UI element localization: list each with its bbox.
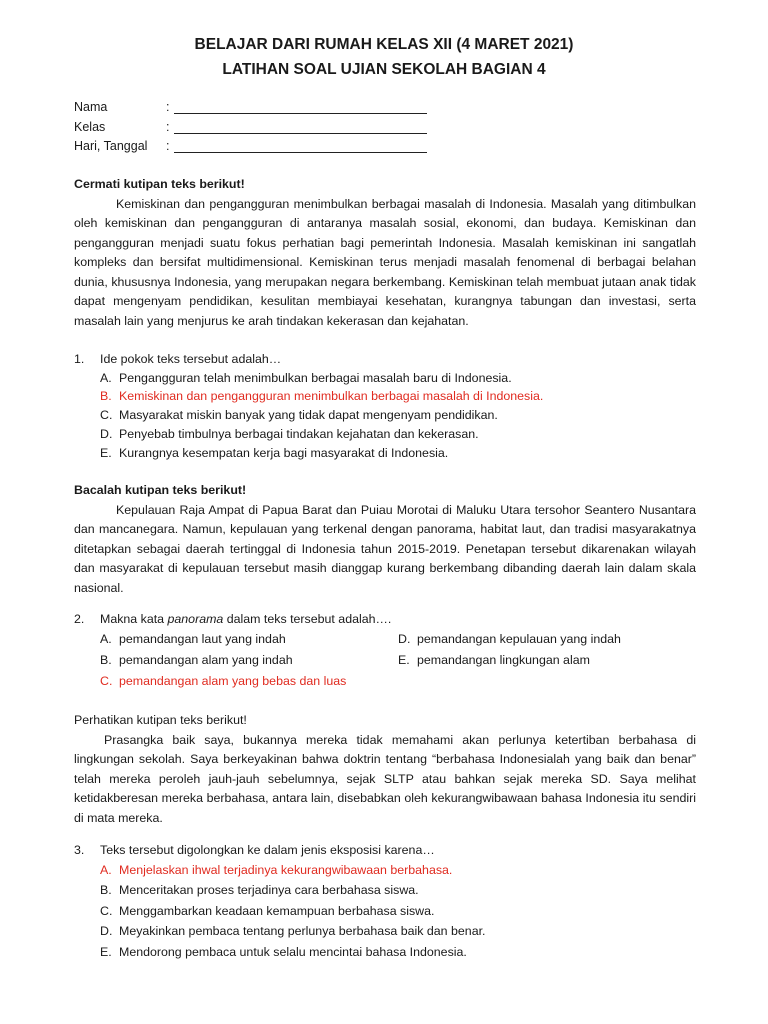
section-heading: Bacalah kutipan teks berikut! (74, 483, 247, 497)
section-heading: Cermati kutipan teks berikut! (74, 177, 245, 191)
reading-passage: Kepulauan Raja Ampat di Papua Barat dan Puiau Morotai di Maluku Utara tersohor Seantero Nusantara dan mancanegara. Namun, kepulauan yang terkenal dengan panorama, habitat laut, dan tradisi masyarakatnya ditetapkan sebagai daerah tertinggal di Indonesia tahun 2015-2019. Penetapan tersebut dikarenakan wilayah dan masyarakat di kepulauan tersebut masih dianggap kurang berkembang dibanding daerah lain dalam skala nasional. (74, 502, 696, 595)
question-text: Teks tersebut digolongkan ke dalam jenis eksposisi karena… (100, 843, 435, 857)
identity-colon: : (166, 139, 170, 153)
reading-section-1 (74, 175, 696, 331)
question-text: Ide pokok teks tersebut adalah… (100, 352, 282, 366)
class-blank-line (174, 133, 427, 134)
name-blank-line (174, 113, 427, 114)
section-heading: Perhatikan kutipan teks berikut! (74, 713, 247, 727)
reading-section-2 (74, 481, 696, 598)
reading-section-3 (74, 711, 696, 828)
reading-passage: Prasangka baik saya, bukannya mereka tidak memahami akan perlunya ketertiban berbahasa di lingkungan sekolah. Saya berkeyakinan bahwa doktrin tentang “berbahasa Indonesialah yang baik dan benar” telah mereka peroleh jauh-jauh sebelumnya, sejak SLTP atau bahkan sejak mereka SD. Saya melihat ketidakberesan mereka berbahasa, antara lain, disebabkan oleh kekurangwibawaan bahasa Indonesia itu sendiri di mata mereka. (74, 732, 696, 825)
question-number: 1. (74, 352, 85, 366)
date-blank-line (174, 152, 427, 153)
identity-colon: : (166, 120, 170, 134)
identity-label: Nama (74, 100, 108, 114)
question-text: Makna kata panorama dalam teks tersebut adalah…. (100, 612, 392, 626)
identity-colon: : (166, 100, 170, 114)
document-page: BELAJAR DARI RUMAH KELAS XII (4 MARET 2021) LATIHAN SOAL UJIAN SEKOLAH BAGIAN 4 Nama : Kelas : Hari, Tanggal : Cermati kutipan teks berikut! Kemiskinan dan pengangguran menimbulkan berbagai masalah di Indonesia. Masalah yang ditimbulkan oleh kemiskinan dan pengangguran di antaranya masalah sosial, ekonomi, dan budaya. Kemiskinan dan pengangguran menjadi suatu fokus perhatian bagi pemerintah Indonesia. Masalah kemiskinan ini sangatlah kompleks dan bersifat multidimensional. Kemiskinan terus menjadi masalah fenomenal di berbagai belahan dunia, khususnya Indonesia, yang merupakan negara berkembang. Kemiskinan telah membuat jutaan anak tidak dapat mengenyam pendidikan, kesulitan membiayai kesehatan, kurangnya tabungan dan investasi, serta masalah lain yang menjurus ke arah tindakan kekerasan dan kejahatan. 1. Ide pokok teks tersebut adalah… A. Pengangguran telah menimbulkan berbagai masalah baru di Indonesia. B. Kemiskinan dan pengangguran menimbulkan berbagai masalah di Indonesia. C. Masyarakat miskin banyak yang tidak dapat mengenyam pendidikan. D. Penyebab timbulnya berbagai tindakan kejahatan dan kekerasan. E. Kurangnya kesempatan kerja bagi masyarakat di Indonesia. Bacalah kutipan teks berikut! Kepulauan Raja Ampat di Papua Barat dan Puiau Morotai di Maluku Utara tersohor Seantero Nusantara dan mancanegara. Namun, kepulauan yang terkenal dengan panorama, habitat laut, dan tradisi masyarakatnya ditetapkan sebagai daerah tertinggal di Indonesia tahun 2015-2019. Penetapan tersebut dikarenakan wilayah dan masyarakat di kepulauan tersebut masih dianggap kurang berkembang dibanding daerah lain dalam skala nasional. 2. Makna kata panorama dalam teks tersebut adalah…. A. pemandangan laut yang indah B. pemandangan alam yang indah C. pemandangan alam yang bebas dan luas D. pemandangan kepulauan yang indah E. pemandangan lingkungan alam Perhatikan kutipan teks berikut! Prasangka baik saya, bukannya mereka tidak memahami akan perlunya ketertiban berbahasa di lingkungan sekolah. Saya berkeyakinan bahwa doktrin tentang “berbahasa Indonesialah yang baik dan benar” telah mereka peroleh jauh-jauh sebelumnya, sejak SLTP atau bahkan sejak mereka SD. Saya melihat ketidakberesan mereka berbahasa, antara lain, disebabkan oleh kekurangwibawaan bahasa Indonesia itu sendiri di mata mereka. 3. Teks tersebut digolongkan ke dalam jenis eksposisi karena… A. Menjelaskan ihwal terjadinya kekurangwibawaan berbahasa. B. Menceritakan proses terjadinya cara berbahasa siswa. C. Menggambarkan keadaan kemampuan berbahasa siswa. D. Meyakinkan pembaca tentang perlunya berbahasa baik dan benar. E. Mendorong pembaca untuk selalu mencintai bahasa Indonesia. (0, 0, 768, 1024)
reading-passage: Kemiskinan dan pengangguran menimbulkan berbagai masalah di Indonesia. Masalah yang ditimbulkan oleh kemiskinan dan pengangguran di antaranya masalah sosial, ekonomi, dan budaya. Kemiskinan dan pengangguran menjadi suatu fokus perhatian bagi pemerintah Indonesia. Masalah kemiskinan ini sangatlah kompleks dan bersifat multidimensional. Kemiskinan terus menjadi masalah fenomenal di berbagai belahan dunia, khususnya Indonesia, yang merupakan negara berkembang. Kemiskinan telah membuat jutaan anak tidak dapat mengenyam pendidikan, kesulitan membiayai kesehatan, kurangnya tabungan dan investasi, serta masalah lain yang menjurus ke arah tindakan kekerasan dan kejahatan. (74, 196, 696, 328)
document-title: BELAJAR DARI RUMAH KELAS XII (4 MARET 2021) (194, 36, 574, 53)
question-number: 2. (74, 612, 85, 626)
identity-label: Hari, Tanggal (74, 139, 148, 153)
document-subtitle: LATIHAN SOAL UJIAN SEKOLAH BAGIAN 4 (222, 61, 546, 78)
identity-label: Kelas (74, 120, 106, 134)
question-number: 3. (74, 843, 85, 857)
